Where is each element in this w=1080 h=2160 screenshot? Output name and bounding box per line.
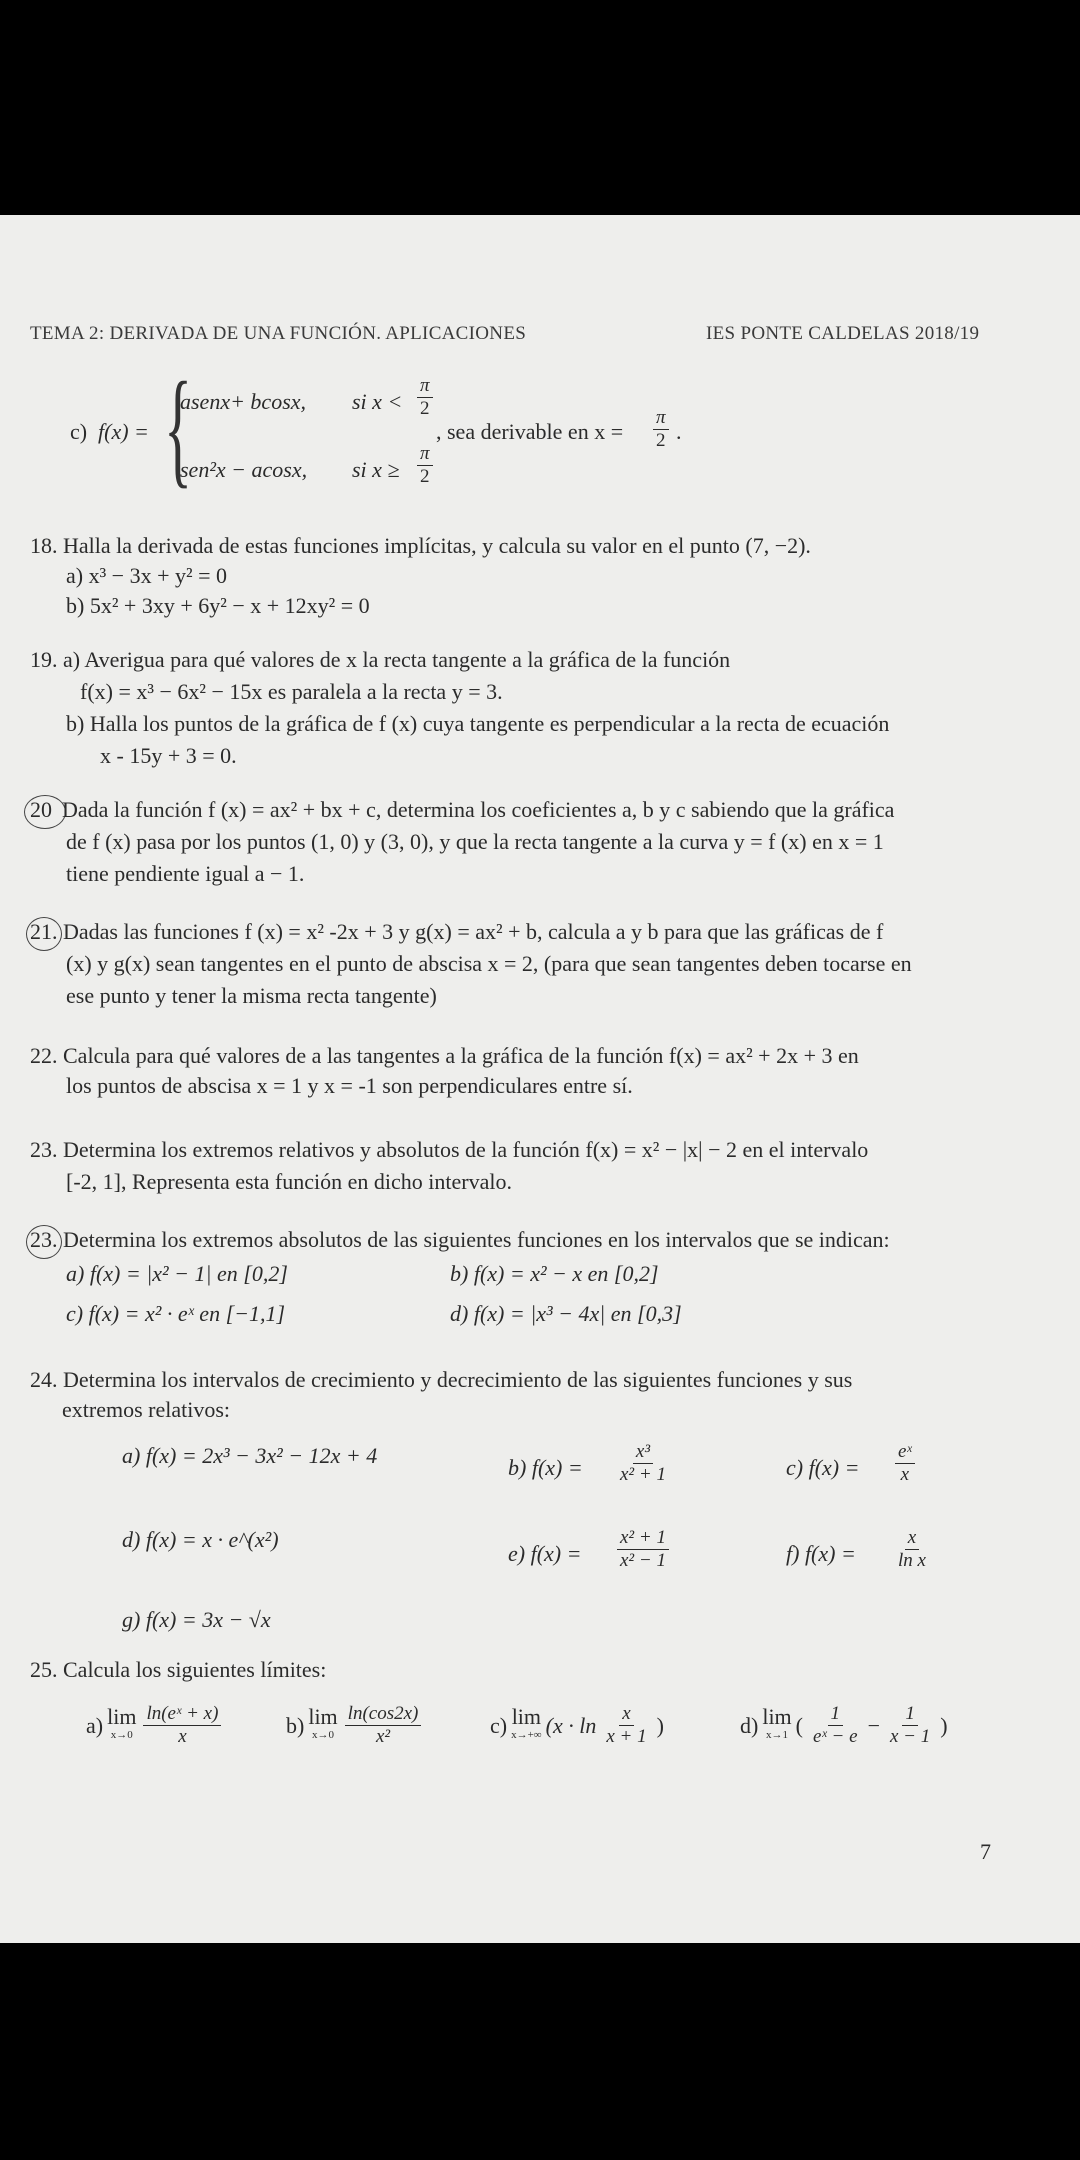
- denominator: x: [178, 1726, 187, 1747]
- document-page: [0, 215, 1080, 1943]
- q25-b-label: b): [286, 1712, 305, 1738]
- q19-line2: f(x) = x³ − 6x² − 15x es paralela a la recta y = 3.: [80, 679, 503, 704]
- numerator: x² + 1: [617, 1527, 669, 1550]
- q25-b: [286, 1703, 424, 1748]
- lim-sub: x→0: [110, 1728, 133, 1741]
- q25-c-body: (x · ln: [545, 1712, 597, 1738]
- q21-num: 21: [30, 919, 52, 944]
- denominator: x − 1: [889, 1726, 931, 1747]
- close-paren: ): [656, 1712, 664, 1738]
- q24-line2: extremos relativos:: [62, 1397, 231, 1422]
- q22-line1: 22. Calcula para qué valores de a las tangentes a la gráfica de la función f(x) = ax² + 2x + 3 en: [30, 1043, 859, 1068]
- q20-line1: Dada la función f (x) = ax² + bx + c, determina los coeficientes a, b y c sabiendo que la gráfica: [62, 797, 895, 822]
- q18-text: 18. Halla la derivada de estas funciones implícitas, y calcula su valor en el punto (7, −2).: [30, 533, 811, 558]
- q24-d: d) f(x) = x · e^(x²): [122, 1527, 279, 1552]
- item-c-lhs: f(x) =: [98, 419, 149, 444]
- q25-d-label: d): [740, 1712, 759, 1738]
- q21-line3: ese punto y tener la misma recta tangente): [66, 983, 437, 1008]
- q25-a: [86, 1703, 224, 1748]
- q24-b-fraction: [614, 1441, 672, 1486]
- denominator: x² + 1: [620, 1464, 666, 1485]
- pi-symbol: π: [653, 407, 669, 430]
- minus-sign: −: [867, 1712, 880, 1738]
- numerator: 1: [828, 1703, 844, 1726]
- case1-fraction: [414, 375, 436, 420]
- denominator: x + 1: [606, 1726, 647, 1747]
- page-number: 7: [980, 1839, 991, 1864]
- q25-a-label: a): [86, 1712, 104, 1738]
- denominator: eˣ − e: [813, 1726, 858, 1747]
- q24-e-fraction: [614, 1527, 672, 1572]
- close-paren: ): [940, 1712, 948, 1738]
- q22-line2: los puntos de abscisa x = 1 y x = -1 son perpendiculares entre sí.: [66, 1073, 633, 1098]
- case2-fraction: [414, 443, 436, 488]
- lim-sub: x→0: [312, 1728, 334, 1741]
- two: 2: [420, 466, 430, 487]
- q23b-d: d) f(x) = |x³ − 4x| en [0,3]: [450, 1301, 682, 1326]
- q24-c-fraction: [892, 1441, 918, 1486]
- q18-b: b) 5x² + 3xy + 6y² − x + 12xy² = 0: [66, 593, 370, 618]
- case2-expr: sen²x − acosx,: [180, 457, 308, 482]
- q18-a: a) x³ − 3x + y² = 0: [66, 563, 228, 588]
- q20-num: 20: [30, 797, 52, 822]
- denominator: ln x: [898, 1550, 926, 1571]
- q20-line2: de f (x) pasa por los puntos (1, 0) y (3, 0), y que la recta tangente a la curva y = f (x) en x = 1: [66, 829, 884, 854]
- q23a-num: 23: [30, 1137, 52, 1162]
- item-c-label: c): [70, 419, 88, 444]
- q24-f-label: f) f(x) =: [786, 1541, 856, 1566]
- case1-cond: si x <: [352, 389, 403, 414]
- lim-sub: x→1: [766, 1728, 788, 1741]
- q24-b-label: b) f(x) =: [508, 1455, 583, 1480]
- q23b-line1: . Determina los extremos absolutos de las siguientes funciones en los intervalos que se indican:: [52, 1227, 890, 1252]
- header-right: IES PONTE CALDELAS 2018/19: [706, 323, 980, 344]
- open-paren: (: [795, 1712, 803, 1738]
- q20-line3: tiene pendiente igual a − 1.: [66, 861, 305, 886]
- denominator: x² − 1: [620, 1550, 666, 1571]
- q21-line2: (x) y g(x) sean tangentes en el punto de abscisa x = 2, (para que sean tangentes deben tocarse en: [66, 951, 912, 976]
- denominator: x: [900, 1464, 910, 1485]
- q21-line1: . Dadas las funciones f (x) = x² -2x + 3 y g(x) = ax² + b, calcula a y b para que las gráficas de f: [52, 919, 884, 944]
- q25-d: [740, 1703, 948, 1748]
- lim-word: lim: [762, 1703, 792, 1729]
- numerator: ln(eˣ + x): [143, 1703, 221, 1726]
- two: 2: [420, 398, 430, 419]
- q25-c: [490, 1703, 664, 1748]
- numerator: ln(cos2x): [345, 1703, 422, 1726]
- case1-expr: asenx+ bcosx,: [180, 389, 307, 414]
- q23b-num: 23: [30, 1227, 52, 1252]
- q25-c-label: c): [490, 1712, 508, 1738]
- q23a-line2: [-2, 1], Representa esta función en dicho intervalo.: [66, 1169, 512, 1194]
- header-left: TEMA 2: DERIVADA DE UNA FUNCIÓN. APLICACIONES: [30, 323, 527, 344]
- q19-line4: x - 15y + 3 = 0.: [100, 743, 237, 768]
- item-c-fraction: [650, 407, 672, 452]
- q23b-c: c) f(x) = x² · eˣ en [−1,1]: [66, 1301, 286, 1326]
- lim-word: lim: [511, 1703, 542, 1729]
- q23b-b: b) f(x) = x² − x en [0,2]: [450, 1261, 659, 1286]
- pi-symbol: π: [417, 375, 433, 398]
- numerator: 1: [902, 1703, 918, 1726]
- numerator: eˣ: [895, 1441, 915, 1464]
- q19-line1: 19. a) Averigua para qué valores de x la recta tangente a la gráfica de la función: [30, 647, 731, 672]
- q23a-line1: . Determina los extremos relativos y absolutos de la función f(x) = x² − |x| − 2 en el intervalo: [52, 1137, 869, 1162]
- q24-c-label: c) f(x) =: [786, 1455, 860, 1480]
- q19-line3: b) Halla los puntos de la gráfica de f (x) cuya tangente es perpendicular a la recta de ecuación: [66, 711, 890, 736]
- lim-sub: x→+∞: [511, 1728, 542, 1741]
- pi-symbol: π: [417, 443, 433, 466]
- item-c-dot: .: [676, 419, 682, 444]
- case2-cond: si x ≥: [352, 457, 400, 482]
- q24-g: g) f(x) = 3x − √x: [122, 1607, 271, 1632]
- q24-line1: 24. Determina los intervalos de crecimiento y decrecimiento de las siguientes funciones y sus: [30, 1367, 853, 1392]
- piecewise-brace: {: [164, 356, 193, 500]
- two: 2: [656, 430, 666, 451]
- denominator: x²: [375, 1726, 391, 1747]
- q24-a: a) f(x) = 2x³ − 3x² − 12x + 4: [122, 1443, 378, 1468]
- lim-word: lim: [308, 1703, 338, 1729]
- q23b-a: a) f(x) = |x² − 1| en [0,2]: [66, 1261, 288, 1286]
- item-c-tail: , sea derivable en x =: [436, 419, 624, 444]
- q25-text: 25. Calcula los siguientes límites:: [30, 1657, 327, 1682]
- q24-f-fraction: [892, 1527, 932, 1572]
- q24-e-label: e) f(x) =: [508, 1541, 582, 1566]
- lim-word: lim: [107, 1703, 137, 1729]
- numerator: x: [619, 1703, 633, 1726]
- numerator: x: [905, 1527, 919, 1550]
- numerator: x³: [633, 1441, 653, 1464]
